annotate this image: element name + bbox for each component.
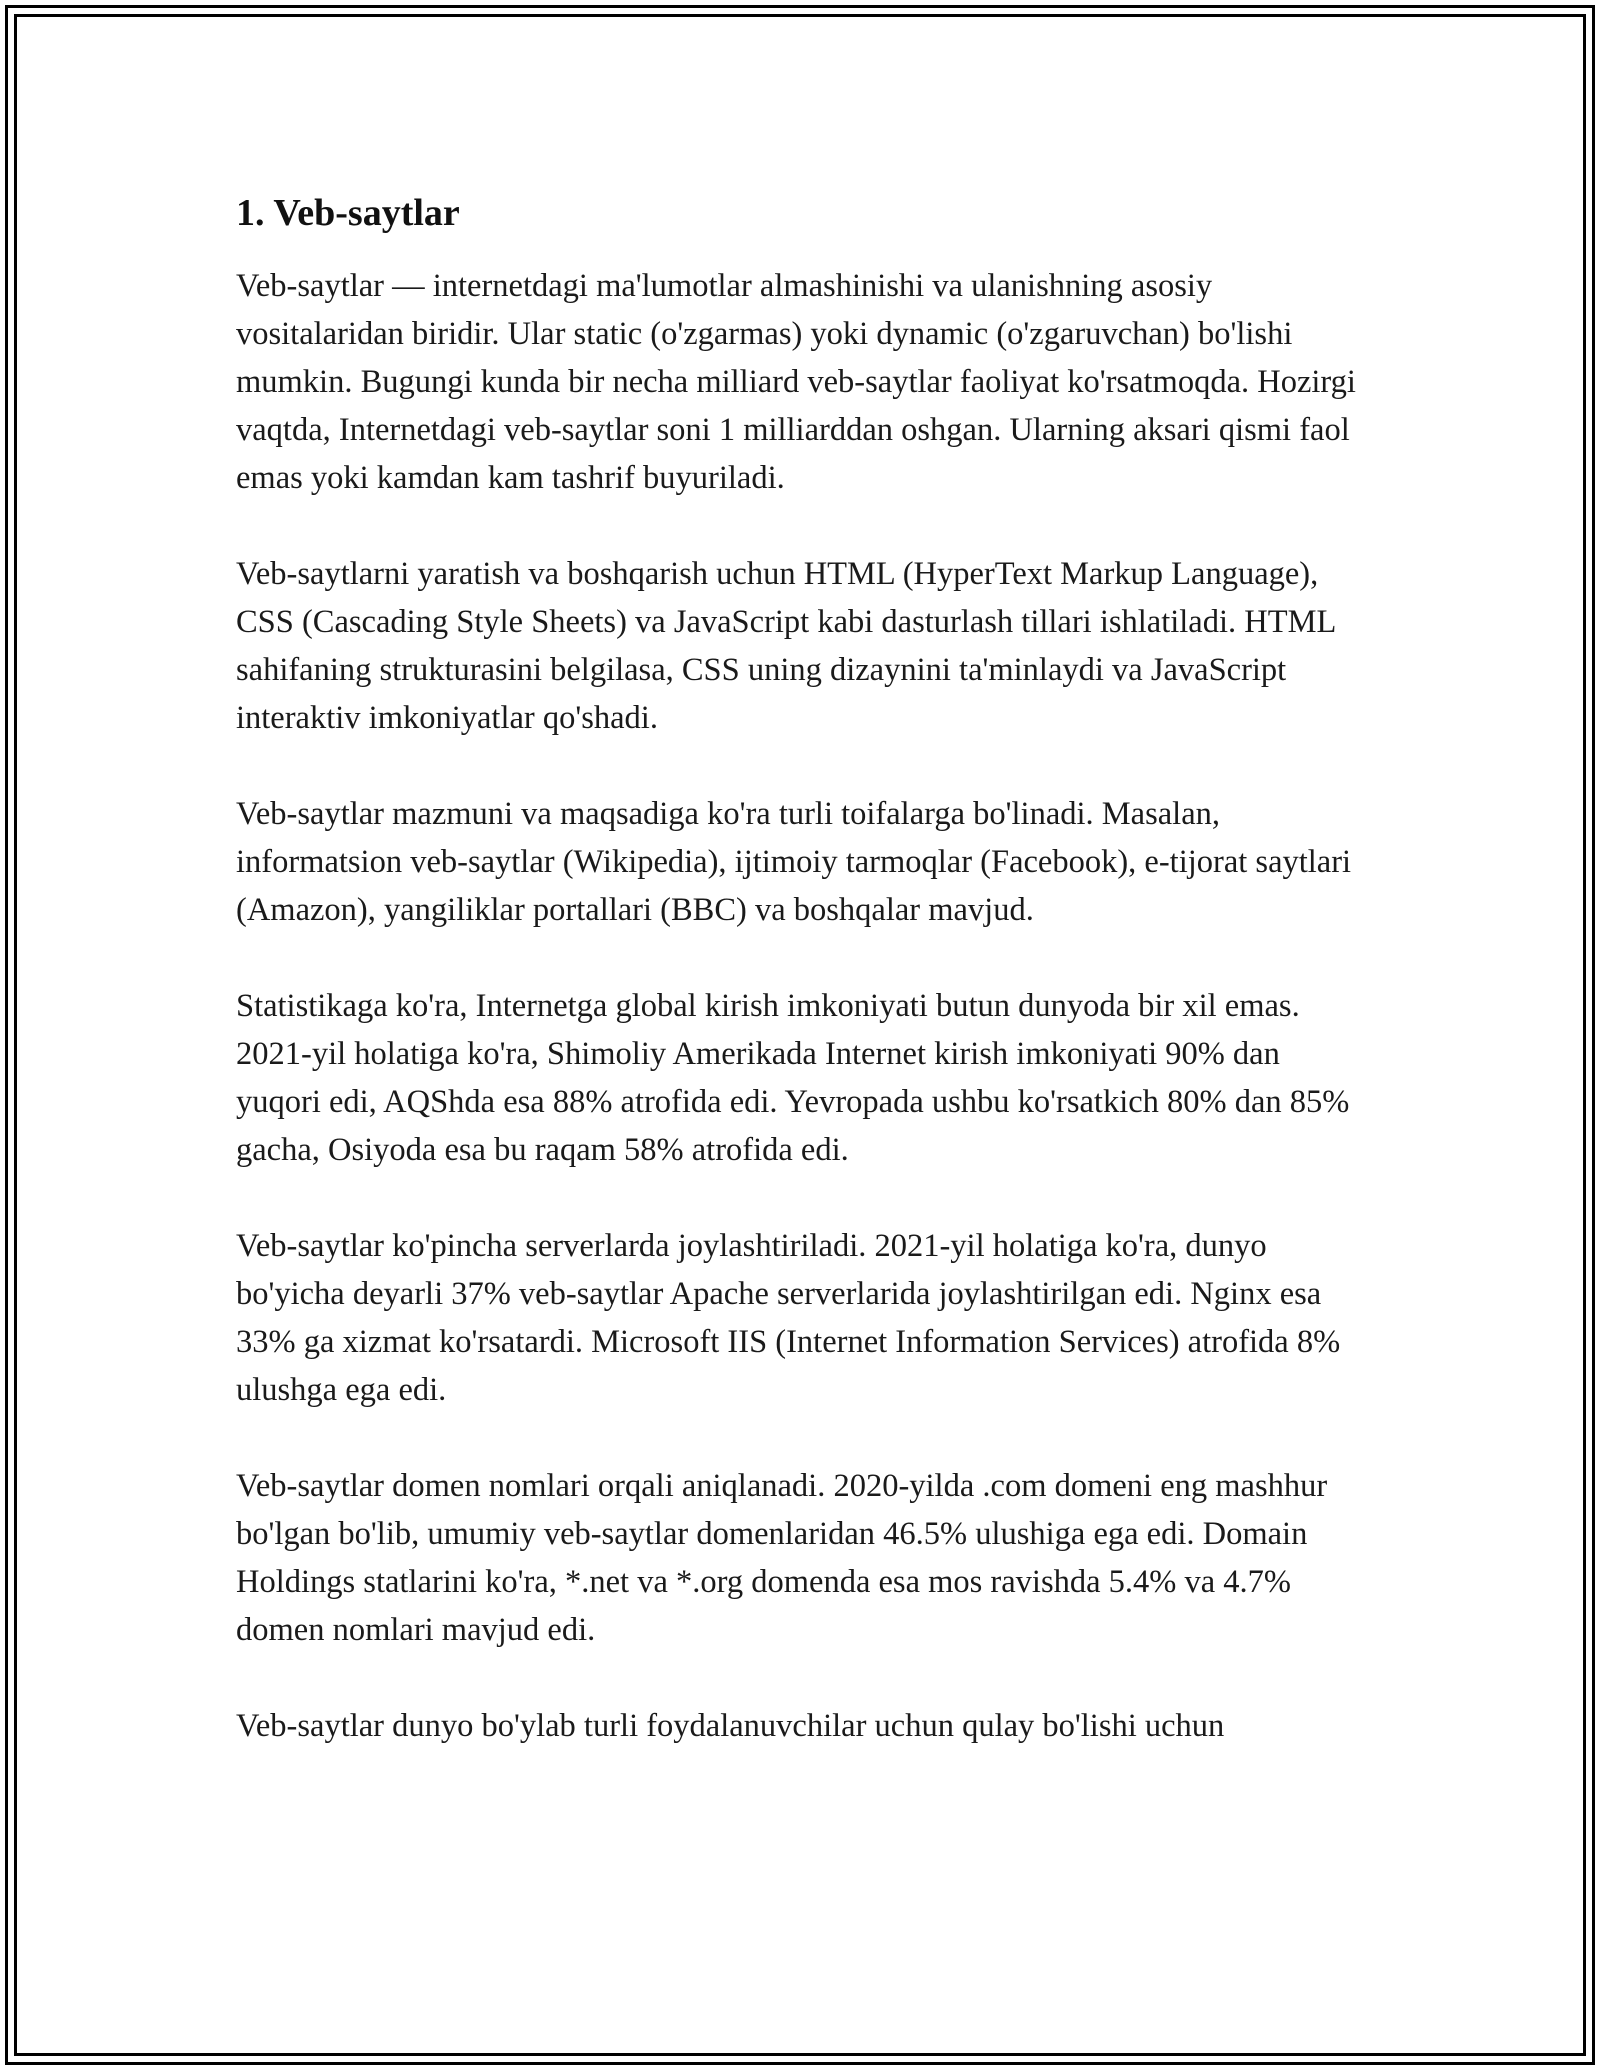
paragraph-domains: Veb-saytlar domen nomlari orqali aniqlanadi. 2020-yilda .com domeni eng mashhur bo'lgan bo'lib, umumiy veb-saytlar domenlaridan 46.5% ulushiga ega edi. Domain Holdings statlarini ko'ra, *.net va *.org domenda esa mos ravishda 5.4% va 4.7% domen nomlari mavjud edi. [236, 1468, 1328, 1648]
paragraph-accessibility: Veb-saytlar dunyo bo'ylab turli foydalanuvchilar uchun qulay bo'lishi uchun [236, 1708, 1225, 1744]
paragraph-languages: Veb-saytlarni yaratish va boshqarish uchun HTML (HyperText Markup Language), CSS (Cascading Style Sheets) va JavaScript kabi dasturlash tillari ishlatiladi. HTML sahifaning strukturasini belgilasa, CSS uning dizaynini ta'minlaydi va JavaScript interaktiv imkoniyatlar qo'shadi. [236, 556, 1336, 736]
paragraph-statistics: Statistikaga ko'ra, Internetga global kirish imkoniyati butun dunyoda bir xil emas. 2021-yil holatiga ko'ra, Shimoliy Amerikada Internet kirish imkoniyati 90% dan yuqori edi, AQShda esa 88% atrofida edi. Yevropada ushbu ko'rsatkich 80% dan 85% gacha, Osiyoda esa bu raqam 58% atrofida edi. [236, 988, 1350, 1168]
paragraph-intro: Veb-saytlar — internetdagi ma'lumotlar almashinishi va ulanishning asosiy vositalaridan biridir. Ular static (o'zgarmas) yoki dynamic (o'zgaruvchan) bo'lishi mumkin. Bugungi kunda bir necha milliard veb-saytlar faoliyat ko'rsatmoqda. Hozirgi vaqtda, Internetdagi veb-saytlar soni 1 milliarddan oshgan. Ularning aksari qismi faol emas yoki kamdan kam tashrif buyuriladi. [236, 268, 1356, 496]
paragraph-servers: Veb-saytlar ko'pincha serverlarda joylashtiriladi. 2021-yil holatiga ko'ra, dunyo bo'yicha deyarli 37% veb-saytlar Apache serverlarida joylashtirilgan edi. Nginx esa 33% ga xizmat ko'rsatardi. Microsoft IIS (Internet Information Services) atrofida 8% ulushga ega edi. [236, 1228, 1341, 1408]
section-heading: 1. Veb-saytlar [236, 192, 460, 234]
paragraph-categories: Veb-saytlar mazmuni va maqsadiga ko'ra turli toifalarga bo'linadi. Masalan, informatsion veb-saytlar (Wikipedia), ijtimoiy tarmoqlar (Facebook), e-tijorat saytlari (Amazon), yangiliklar portallari (BBC) va boshqalar mavjud. [236, 796, 1352, 928]
document-body [236, 186, 1366, 1798]
